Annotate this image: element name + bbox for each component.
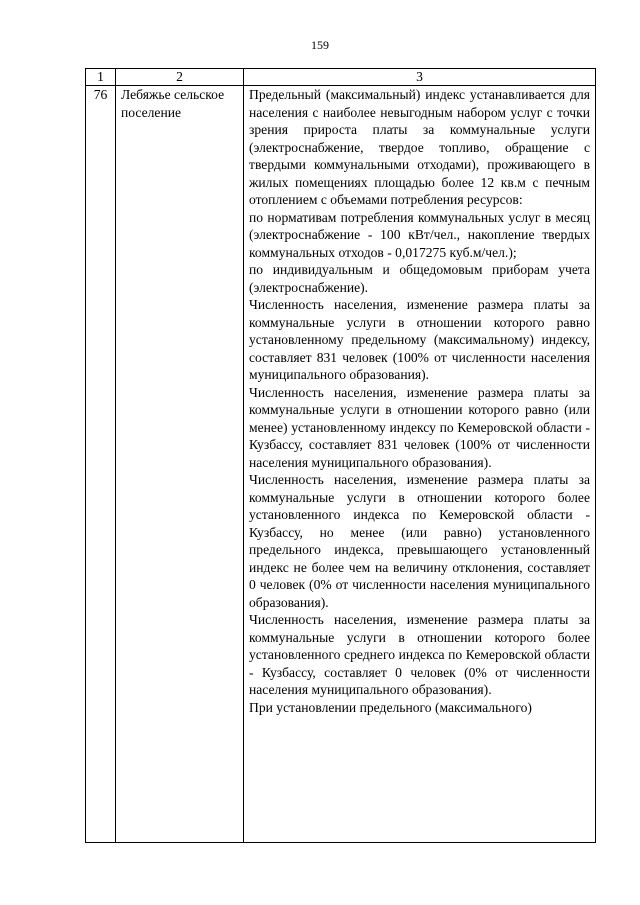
page-number: 159 <box>311 38 329 52</box>
paragraph-continuation: При установлении предельного (максимального) <box>249 699 532 715</box>
municipality-name: Лебяжье сельское поселение <box>116 86 244 843</box>
paragraph-population-above-regional: Численность населения, изменение размера платы за коммунальные услуги в отношении которого более установленного индекса по Кемеровской области - Кузбассу, но менее (или равно) установленного предельного индекса, превышающего установленный индекс не более чем на величину отклонения, составляет 0 человек (0% от численности населения муниципального образования). <box>249 472 590 610</box>
paragraph-index-definition: Предельный (максимальный) индекс устанавливается для населения с наиболее невыгодным набором услуг с точки зрения прироста платы за коммунальные услуги (электроснабжение, твердое топливо, обращение с твердыми коммунальными отходами), проживающего в жилых помещениях площадью более 12 кв.м с печным отоплением с объемами потребления ресурсов: <box>249 87 590 207</box>
column-header-1: 1 <box>86 69 116 86</box>
paragraph-population-equal-max: Численность населения, изменение размера платы за коммунальные услуги в отношении которого равно установленному предельному (максимальному) индексу, составляет 831 человек (100% от численности населения муниципального образования). <box>249 297 590 382</box>
paragraph-norms: по нормативам потребления коммунальных услуг в месяц (электроснабжение - 100 кВт/чел., накопление твердых коммунальных отходов - 0,017275 куб.м/чел.); <box>249 209 590 260</box>
row-number: 76 <box>86 86 116 843</box>
index-table <box>85 68 596 843</box>
paragraph-population-above-average: Численность населения, изменение размера платы за коммунальные услуги в отношении которого более установленного среднего индекса по Кемеровской области - Кузбассу, составляет 0 человек (0% от численности населения муниципального образования). <box>249 612 590 697</box>
description-cell <box>244 86 596 843</box>
table-header-row <box>86 69 596 86</box>
table-row <box>86 86 596 843</box>
column-header-3: 3 <box>244 69 596 86</box>
column-header-2: 2 <box>116 69 244 86</box>
paragraph-population-equal-regional: Численность населения, изменение размера платы за коммунальные услуги в отношении которого равно (или менее) установленному индексу по Кемеровской области - Кузбассу, составляет 831 человек (100% от численности населения муниципального образования). <box>249 384 590 470</box>
paragraph-meters: по индивидуальным и общедомовым приборам учета (электроснабжение). <box>249 262 590 295</box>
